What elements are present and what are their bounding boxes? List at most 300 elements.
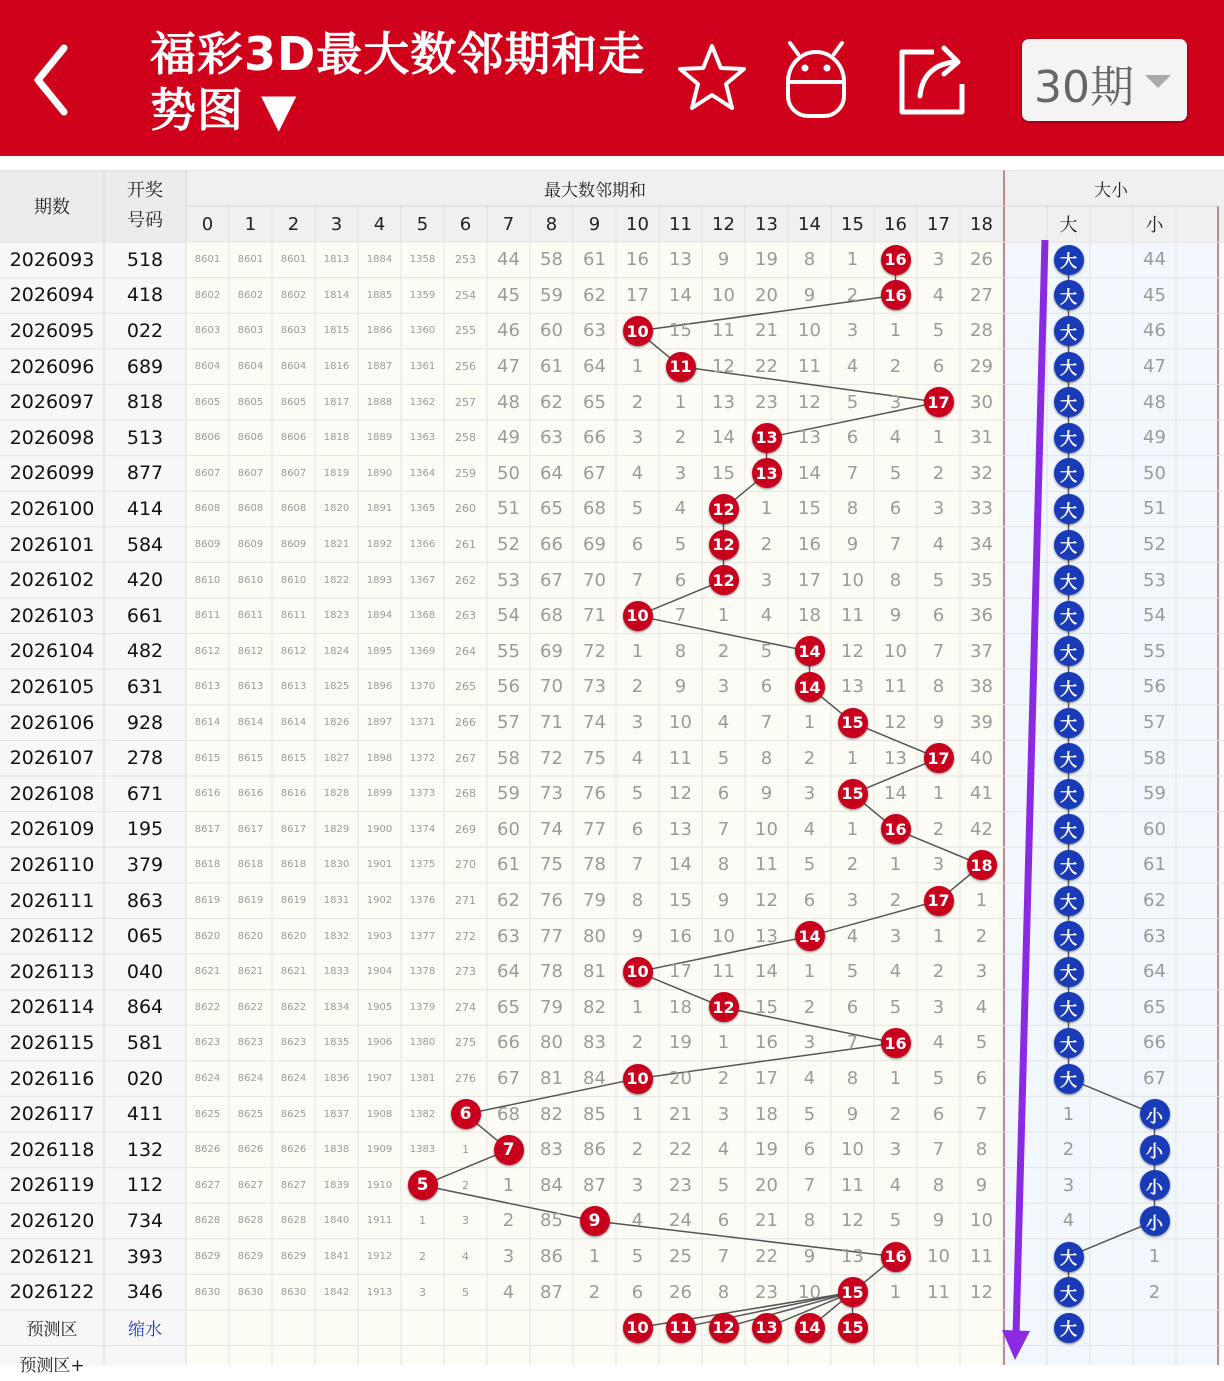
omission-cell: 11 (927, 1281, 950, 1303)
omission-cell: 13 (712, 391, 735, 413)
omission-cell: 13 (755, 925, 778, 947)
omission-cell: 81 (583, 961, 606, 983)
row-draw: 411 (126, 1103, 164, 1126)
omission-cell: 76 (583, 783, 606, 805)
omission-cell: 10 (970, 1210, 993, 1232)
row-draw: 863 (126, 889, 164, 912)
omission-cell: 3 (932, 249, 945, 271)
shrink-link[interactable]: 缩水 (128, 1320, 162, 1341)
size-omission-cell: 2 (1148, 1281, 1161, 1303)
omission-cell: 59 (540, 284, 563, 306)
omission-cell: 8610 (194, 574, 221, 586)
header-sum-col: 2 (287, 213, 300, 235)
omission-cell: 8623 (237, 1037, 264, 1049)
row-draw: 877 (126, 462, 164, 485)
row-draw: 112 (126, 1174, 164, 1197)
row-issue: 2026116 (9, 1067, 95, 1090)
row-issue: 2026093 (9, 248, 95, 271)
omission-cell: 1839 (323, 1179, 350, 1191)
omission-cell: 56 (497, 676, 520, 698)
omission-cell: 1 (932, 427, 945, 449)
omission-cell: 6 (932, 1103, 945, 1125)
predict-ball: 12 (709, 1313, 739, 1343)
omission-cell: 1829 (323, 823, 350, 835)
omission-cell: 52 (497, 534, 520, 556)
omission-cell: 5 (631, 783, 644, 805)
omission-cell: 4 (889, 1174, 902, 1196)
omission-cell: 31 (970, 427, 993, 449)
row-draw: 022 (126, 319, 164, 342)
omission-cell: 9 (717, 890, 730, 912)
omission-cell: 19 (755, 1139, 778, 1161)
omission-cell: 5 (760, 640, 773, 662)
header-sum-col: 18 (970, 213, 993, 235)
predict-plus-label: 预测区+ (19, 1355, 85, 1376)
row-draw: 418 (126, 284, 164, 307)
omission-cell: 37 (970, 640, 993, 662)
omission-cell: 8626 (237, 1144, 264, 1156)
hit-ball: 13 (752, 423, 782, 453)
hit-ball: 12 (709, 992, 739, 1022)
omission-cell: 1842 (323, 1286, 350, 1298)
omission-cell: 10 (669, 712, 692, 734)
omission-cell: 1813 (323, 254, 350, 266)
omission-cell: 8614 (194, 717, 221, 729)
size-omission-cell: 53 (1143, 569, 1166, 591)
omission-cell: 1359 (409, 289, 436, 301)
omission-cell: 15 (669, 890, 692, 912)
hit-ball: 7 (494, 1135, 524, 1165)
omission-cell: 1895 (366, 645, 393, 657)
omission-cell: 10 (884, 640, 907, 662)
omission-cell: 1 (717, 1032, 730, 1054)
omission-cell: 1893 (366, 574, 393, 586)
row-issue: 2026111 (9, 889, 95, 912)
omission-cell: 1838 (323, 1144, 350, 1156)
omission-cell: 1886 (366, 325, 393, 337)
row-issue: 2026094 (9, 284, 95, 307)
omission-cell: 2 (889, 356, 902, 378)
omission-cell: 12 (970, 1281, 993, 1303)
header-sum-col: 16 (884, 213, 907, 235)
hit-ball: 17 (924, 743, 954, 773)
omission-cell: 77 (540, 925, 563, 947)
omission-cell: 9 (932, 1210, 945, 1232)
omission-cell: 8 (631, 890, 644, 912)
omission-cell: 4 (889, 961, 902, 983)
omission-cell: 8617 (237, 823, 264, 835)
omission-cell: 70 (583, 569, 606, 591)
size-ball: 大 (1054, 1028, 1084, 1058)
omission-cell: 41 (970, 783, 993, 805)
omission-cell: 83 (583, 1032, 606, 1054)
size-area-bg (1004, 242, 1218, 1365)
omission-cell: 12 (712, 356, 735, 378)
omission-cell: 2 (803, 747, 816, 769)
size-ball: 大 (1054, 1064, 1084, 1094)
omission-cell: 18 (669, 996, 692, 1018)
omission-cell: 26 (970, 249, 993, 271)
omission-cell: 8 (975, 1139, 988, 1161)
omission-cell: 6 (631, 1281, 644, 1303)
omission-cell: 6 (803, 890, 816, 912)
omission-cell: 3 (846, 890, 859, 912)
omission-cell: 10 (841, 569, 864, 591)
omission-cell: 3 (631, 712, 644, 734)
omission-cell: 79 (583, 890, 606, 912)
omission-cell: 8618 (280, 859, 307, 871)
omission-cell: 8601 (237, 254, 264, 266)
omission-cell: 3 (502, 1246, 515, 1268)
omission-cell: 1 (631, 640, 644, 662)
omission-cell: 7 (889, 534, 902, 556)
row-draw: 379 (126, 853, 164, 876)
omission-cell: 8606 (194, 432, 221, 444)
row-issue: 2026101 (9, 533, 95, 556)
omission-cell: 8604 (237, 361, 264, 373)
row-issue: 2026119 (9, 1174, 95, 1197)
omission-cell: 50 (497, 462, 520, 484)
hit-ball: 18 (967, 850, 997, 880)
size-omission-cell: 56 (1143, 676, 1166, 698)
omission-cell: 8624 (280, 1073, 307, 1085)
omission-cell: 8606 (280, 432, 307, 444)
header-sum-col: 15 (841, 213, 864, 235)
omission-cell: 2 (889, 890, 902, 912)
omission-cell: 8609 (280, 539, 307, 551)
omission-cell: 4 (846, 356, 859, 378)
omission-cell: 4 (932, 1032, 945, 1054)
omission-cell: 6 (674, 569, 687, 591)
omission-cell: 81 (540, 1068, 563, 1090)
omission-cell: 8608 (280, 503, 307, 515)
omission-cell: 9 (717, 249, 730, 271)
omission-cell: 66 (497, 1032, 520, 1054)
omission-cell: 8612 (194, 645, 221, 657)
omission-cell: 54 (497, 605, 520, 627)
omission-cell: 1841 (323, 1251, 350, 1263)
omission-cell: 8612 (237, 645, 264, 657)
omission-cell: 74 (583, 712, 606, 734)
size-ball: 大 (1054, 957, 1084, 987)
omission-cell: 2 (502, 1210, 515, 1232)
omission-cell: 4 (803, 1068, 816, 1090)
omission-cell: 265 (455, 680, 476, 694)
omission-cell: 1 (631, 996, 644, 1018)
row-issue: 2026108 (9, 782, 95, 805)
omission-cell: 8602 (280, 289, 307, 301)
omission-cell: 4 (631, 1210, 644, 1232)
omission-cell: 24 (669, 1210, 692, 1232)
page-title[interactable]: 福彩3D最大数邻期和走势图 ▼ (150, 27, 646, 137)
omission-cell: 1381 (409, 1073, 436, 1085)
omission-cell: 12 (841, 1210, 864, 1232)
omission-cell: 1373 (409, 788, 436, 800)
hit-ball: 13 (752, 458, 782, 488)
size-ball: 大 (1054, 387, 1084, 417)
omission-cell: 75 (540, 854, 563, 876)
hit-ball: 16 (881, 245, 911, 275)
header-draw (104, 170, 186, 242)
row-draw: 671 (126, 782, 164, 805)
omission-cell: 1 (674, 391, 687, 413)
omission-cell: 67 (497, 1068, 520, 1090)
omission-cell: 1830 (323, 859, 350, 871)
omission-cell: 8608 (194, 503, 221, 515)
size-omission-cell: 1 (1148, 1246, 1161, 1268)
omission-cell: 1822 (323, 574, 350, 586)
omission-cell: 6 (803, 1139, 816, 1161)
omission-cell: 2 (803, 996, 816, 1018)
omission-cell: 5 (631, 1246, 644, 1268)
omission-cell: 2 (717, 640, 730, 662)
row-draw: 513 (126, 426, 164, 449)
size-omission-cell: 65 (1143, 996, 1166, 1018)
omission-cell: 26 (669, 1281, 692, 1303)
omission-cell: 8 (889, 569, 902, 591)
omission-cell: 45 (497, 284, 520, 306)
omission-cell: 9 (889, 605, 902, 627)
omission-cell: 8629 (237, 1251, 264, 1263)
omission-cell: 16 (669, 925, 692, 947)
omission-cell: 1823 (323, 610, 350, 622)
back-arrow-icon[interactable] (28, 40, 78, 120)
omission-cell: 14 (755, 961, 778, 983)
omission-cell: 8624 (237, 1073, 264, 1085)
hit-ball: 9 (580, 1206, 610, 1236)
omission-cell: 2 (932, 462, 945, 484)
omission-cell: 1901 (366, 859, 393, 871)
omission-cell: 8610 (280, 574, 307, 586)
omission-cell: 3 (760, 569, 773, 591)
header-draw-line2: 号码 (127, 210, 163, 231)
omission-cell: 8608 (237, 503, 264, 515)
row-issue: 2026120 (9, 1209, 95, 1232)
omission-cell: 1377 (409, 930, 436, 942)
dropdown-caret-icon (1145, 75, 1171, 88)
omission-cell: 1 (889, 1281, 902, 1303)
omission-cell: 2 (631, 391, 644, 413)
omission-cell: 46 (497, 320, 520, 342)
omission-cell: 18 (798, 605, 821, 627)
omission-cell: 4 (631, 747, 644, 769)
header-sum-col: 1 (244, 213, 257, 235)
size-ball: 小 (1140, 1206, 1170, 1236)
omission-cell: 273 (455, 965, 476, 979)
omission-cell: 1894 (366, 610, 393, 622)
star-icon[interactable] (672, 38, 752, 118)
header-sum-col: 13 (755, 213, 778, 235)
omission-cell: 2 (674, 427, 687, 449)
omission-cell: 1825 (323, 681, 350, 693)
omission-cell: 11 (884, 676, 907, 698)
omission-cell: 8627 (237, 1179, 264, 1191)
omission-cell: 8 (803, 1210, 816, 1232)
omission-cell: 6 (846, 427, 859, 449)
omission-cell: 47 (497, 356, 520, 378)
size-omission-cell: 51 (1143, 498, 1166, 520)
omission-cell: 13 (884, 747, 907, 769)
row-draw: 065 (126, 925, 164, 948)
row-draw: 518 (126, 248, 164, 271)
omission-cell: 1369 (409, 645, 436, 657)
size-omission-cell: 62 (1143, 890, 1166, 912)
hit-ball: 14 (795, 672, 825, 702)
predict-size-ball: 大 (1054, 1313, 1084, 1343)
omission-cell: 7 (717, 1246, 730, 1268)
omission-cell: 48 (497, 391, 520, 413)
omission-cell: 1889 (366, 432, 393, 444)
header-sum-col: 4 (373, 213, 386, 235)
row-issue: 2026099 (9, 462, 95, 485)
omission-cell: 1816 (323, 361, 350, 373)
omission-cell: 8628 (194, 1215, 221, 1227)
period-select[interactable] (1022, 39, 1187, 121)
row-draw: 346 (126, 1281, 164, 1304)
omission-cell: 1909 (366, 1144, 393, 1156)
row-issue: 2026095 (9, 319, 95, 342)
omission-cell: 3 (889, 1139, 902, 1161)
omission-cell: 8617 (280, 823, 307, 835)
size-ball: 大 (1054, 1242, 1084, 1272)
predict-ball: 11 (666, 1313, 696, 1343)
omission-cell: 1 (502, 1174, 515, 1196)
omission-cell: 8630 (280, 1286, 307, 1298)
omission-cell: 59 (497, 783, 520, 805)
omission-cell: 10 (712, 925, 735, 947)
hit-ball: 17 (924, 886, 954, 916)
omission-cell: 9 (932, 712, 945, 734)
hit-ball: 10 (623, 957, 653, 987)
omission-cell: 8622 (237, 1001, 264, 1013)
header-sum-col: 5 (416, 213, 429, 235)
predict-label: 预测区 (26, 1320, 78, 1341)
omission-cell: 86 (540, 1246, 563, 1268)
omission-cell: 28 (970, 320, 993, 342)
omission-cell: 3 (674, 462, 687, 484)
omission-cell: 260 (455, 502, 476, 516)
omission-cell: 2 (631, 1139, 644, 1161)
omission-cell: 8614 (280, 717, 307, 729)
omission-cell: 84 (540, 1174, 563, 1196)
omission-cell: 14 (798, 462, 821, 484)
omission-cell: 11 (669, 747, 692, 769)
omission-cell: 7 (803, 1174, 816, 1196)
hit-ball: 6 (451, 1099, 481, 1129)
omission-cell: 1370 (409, 681, 436, 693)
omission-cell: 8 (846, 1068, 859, 1090)
omission-cell: 1376 (409, 895, 436, 907)
omission-cell: 256 (455, 360, 476, 374)
size-ball: 小 (1140, 1135, 1170, 1165)
omission-cell: 70 (540, 676, 563, 698)
omission-cell: 5 (889, 1210, 902, 1232)
omission-cell: 9 (803, 1246, 816, 1268)
omission-cell: 4 (846, 925, 859, 947)
omission-cell: 65 (497, 996, 520, 1018)
omission-cell: 6 (889, 498, 902, 520)
header-group-sum: 最大数邻期和 (544, 180, 646, 201)
omission-cell: 5 (889, 462, 902, 484)
hit-ball: 11 (666, 352, 696, 382)
omission-cell: 8615 (237, 752, 264, 764)
row-draw: 420 (126, 569, 164, 592)
omission-cell: 32 (970, 462, 993, 484)
size-omission-cell: 48 (1143, 391, 1166, 413)
omission-cell: 9 (975, 1174, 988, 1196)
omission-cell: 262 (455, 573, 476, 587)
omission-cell: 1898 (366, 752, 393, 764)
header-size-small: 小 (1145, 215, 1164, 236)
omission-cell: 15 (798, 498, 821, 520)
size-ball: 大 (1054, 352, 1084, 382)
omission-cell: 3 (889, 925, 902, 947)
omission-cell: 7 (631, 569, 644, 591)
hit-ball: 15 (838, 708, 868, 738)
omission-cell: 12 (755, 890, 778, 912)
omission-cell: 19 (755, 249, 778, 271)
omission-cell: 7 (932, 640, 945, 662)
omission-cell: 8630 (237, 1286, 264, 1298)
size-ball: 小 (1140, 1170, 1170, 1200)
omission-cell: 4 (502, 1281, 515, 1303)
header-sum-col: 0 (201, 213, 214, 235)
row-issue: 2026096 (9, 355, 95, 378)
omission-cell: 1815 (323, 325, 350, 337)
omission-cell: 4 (932, 284, 945, 306)
header-sum-col: 8 (545, 213, 558, 235)
row-issue: 2026107 (9, 747, 95, 770)
omission-cell: 8627 (194, 1179, 221, 1191)
omission-cell: 68 (497, 1103, 520, 1125)
omission-cell: 9 (760, 783, 773, 805)
omission-cell: 16 (798, 534, 821, 556)
header-sum-col: 11 (669, 213, 692, 235)
omission-cell: 15 (755, 996, 778, 1018)
omission-cell: 8609 (194, 539, 221, 551)
omission-cell: 1908 (366, 1108, 393, 1120)
row-issue: 2026102 (9, 569, 95, 592)
size-omission-cell: 4 (1062, 1210, 1075, 1232)
omission-cell: 30 (970, 391, 993, 413)
row-issue: 2026104 (9, 640, 95, 663)
omission-cell: 8629 (280, 1251, 307, 1263)
omission-cell: 73 (583, 676, 606, 698)
omission-cell: 3 (889, 391, 902, 413)
share-icon[interactable] (892, 38, 972, 118)
omission-cell: 1907 (366, 1073, 393, 1085)
omission-cell: 68 (583, 498, 606, 520)
row-issue: 2026110 (9, 853, 95, 876)
omission-cell: 8630 (194, 1286, 221, 1298)
android-icon[interactable] (776, 38, 856, 118)
omission-cell: 3 (975, 961, 988, 983)
hit-ball: 10 (623, 316, 653, 346)
omission-cell: 3 (846, 320, 859, 342)
omission-cell: 8603 (237, 325, 264, 337)
row-draw: 928 (126, 711, 164, 734)
omission-cell: 2 (462, 1178, 469, 1192)
hit-ball: 15 (838, 1277, 868, 1307)
omission-cell: 266 (455, 716, 476, 730)
omission-cell: 8621 (280, 966, 307, 978)
omission-cell: 13 (841, 676, 864, 698)
row-draw: 584 (126, 533, 164, 556)
omission-cell: 1910 (366, 1179, 393, 1191)
omission-cell: 10 (798, 1281, 821, 1303)
omission-cell: 5 (717, 1174, 730, 1196)
omission-cell: 71 (583, 605, 606, 627)
